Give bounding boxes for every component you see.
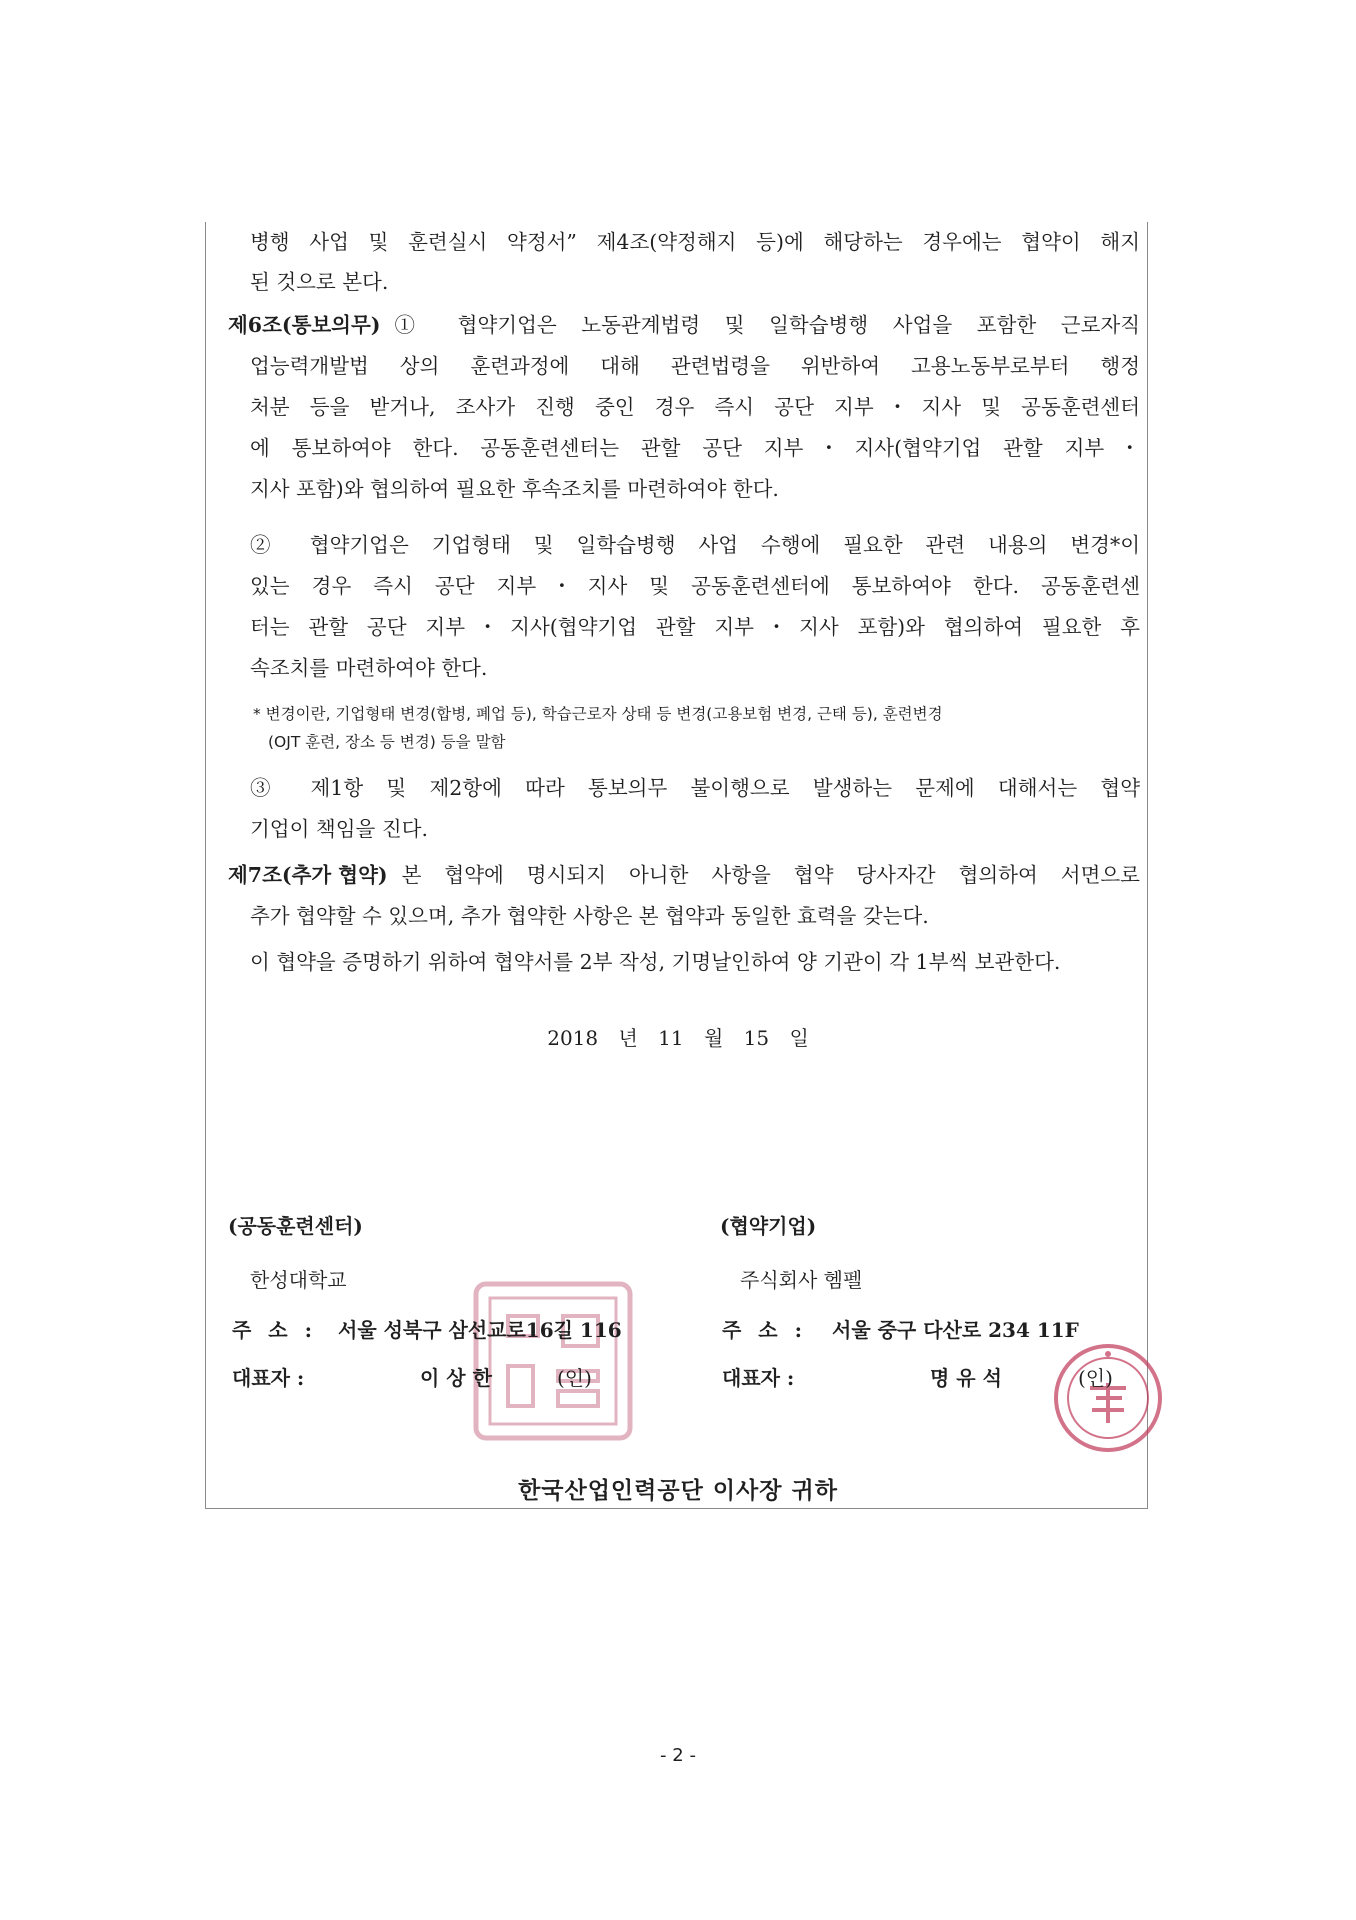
text-line: 업능력개발법 상의 훈련과정에 대해 관련법령을 위반하여 고용노동부로부터 행정 [250,354,1140,378]
left-rep-label: 대표자 : [232,1366,305,1390]
left-address: 서울 성북구 삼선교로16길 116 [338,1318,622,1342]
text-line: 추가 협약할 수 있으며, 추가 협약한 사항은 본 협약과 동일한 효력을 갖는다. [250,904,929,928]
footnote-line: * 변경이란, 기업형태 변경(합병, 폐업 등), 학습근로자 상태 등 변경(고용보험 변경, 근태 등), 훈련변경 [253,705,943,723]
addressee: 한국산업인력공단 이사장 귀하 [518,1477,838,1504]
closing-statement: 이 협약을 증명하기 위하여 협약서를 2부 작성, 기명날인하여 양 기관이 각 1부씩 보관한다. [250,950,1061,974]
footnote-line: (OJT 훈련, 장소 등 변경) 등을 말함 [268,733,506,751]
text-line: 지사 포함)와 협의하여 필요한 후속조치를 마련하여야 한다. [250,477,779,501]
text-line: 처분 등을 받거나, 조사가 진행 중인 경우 즉시 공단 지부・지사 및 공동훈련센터 [250,395,1140,419]
text-line: 터는 관할 공단 지부・지사(협약기업 관할 지부・지사 포함)와 협의하여 필요한 후 [250,615,1140,639]
left-rep-name: 이 상 한 [420,1366,492,1390]
left-party-header: (공동훈련센터) [228,1214,363,1238]
right-address-label: 주 소 : [722,1318,802,1342]
right-address: 서울 중구 다산로 234 11F [832,1318,1079,1342]
text-line: 있는 경우 즉시 공단 지부・지사 및 공동훈련센터에 통보하여야 한다. 공동훈련센 [250,574,1140,598]
right-rep-label: 대표자 : [722,1366,795,1390]
agreement-date: 2018 년 11 월 15 일 [547,1026,809,1050]
page-number: - 2 - [660,1745,696,1766]
text-line: 기업이 책임을 진다. [250,817,428,841]
article-heading: 제6조(통보의무) [228,313,381,337]
text-line: 에 통보하여야 한다. 공동훈련센터는 관할 공단 지부・지사(협약기업 관할 지부・ [250,436,1140,460]
text-line: ① 협약기업은 노동관계법령 및 일학습병행 사업을 포함한 근로자직 [394,313,1140,337]
text-line: ② 협약기업은 기업형태 및 일학습병행 사업 수행에 필요한 관련 내용의 변경*이 [250,533,1140,557]
left-address-label: 주 소 : [232,1318,312,1342]
right-rep-name: 명 유 석 [930,1366,1002,1390]
text-line: 된 것으로 본다. [250,270,389,294]
text-line: 본 협약에 명시되지 아니한 사항을 협약 당사자간 협의하여 서면으로 [401,863,1140,887]
text-line: ③ 제1항 및 제2항에 따라 통보의무 불이행으로 발생하는 문제에 대해서는 협약 [250,776,1140,800]
left-seal-mark: (인) [557,1366,592,1390]
text-line: 병행 사업 및 훈련실시 약정서” 제4조(약정해지 등)에 해당하는 경우에는 협약이 해지 [250,230,1140,254]
right-party-header: (협약기업) [720,1214,817,1238]
text-line: 속조치를 마련하여야 한다. [250,656,488,680]
left-party-name: 한성대학교 [250,1268,347,1292]
right-seal-mark: (인) [1078,1366,1113,1390]
company-seal-stamp [1048,1338,1168,1458]
institution-seal-stamp [468,1276,638,1446]
article-heading: 제7조(추가 협약) [228,863,388,887]
right-party-name: 주식회사 헴펠 [740,1268,863,1292]
